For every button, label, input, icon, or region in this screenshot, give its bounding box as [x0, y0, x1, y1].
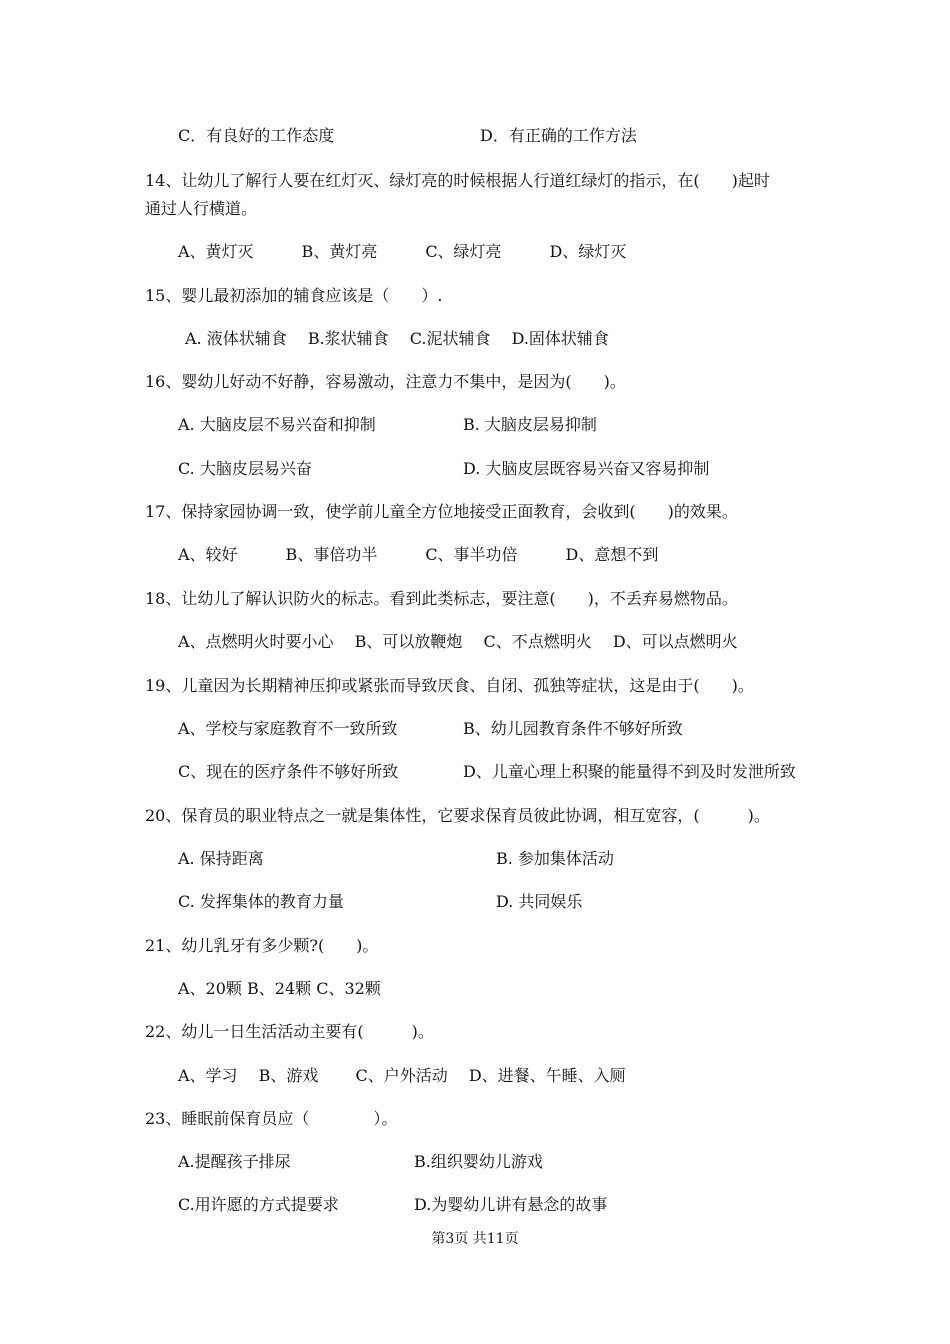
options-18: A、点燃明火时要小心 B、可以放鞭炮 C、不点燃明火 D、可以点燃明火: [178, 632, 738, 651]
option-23d: D.为婴幼儿讲有悬念的故事: [414, 1195, 608, 1214]
option-20d: D. 共同娱乐: [496, 892, 583, 911]
option-16b: B. 大脑皮层易抑制: [463, 415, 597, 434]
option-23b: B.组织婴幼儿游戏: [414, 1152, 543, 1171]
question-21: 21、幼儿乳牙有多少颗?( )。: [145, 936, 379, 955]
option-19d: D、儿童心理上积聚的能量得不到及时发泄所致: [463, 762, 796, 781]
question-16: 16、婴幼儿好动不好静，容易激动，注意力不集中，是因为( )。: [145, 372, 626, 391]
option-23a: A.提醒孩子排尿: [178, 1152, 291, 1171]
question-19: 19、儿童因为长期精神压抑或紧张而导致厌食、自闭、孤独等症状，这是由于( )。: [145, 676, 754, 695]
question-18: 18、让幼儿了解认识防火的标志。看到此类标志，要注意( )，不丢弃易燃物品。: [145, 589, 738, 608]
options-21: A、20颗 B、24颗 C、32颗: [178, 979, 381, 998]
question-22: 22、幼儿一日生活活动主要有( )。: [145, 1022, 434, 1041]
options-17: A、较好 B、事倍功半 C、事半功倍 D、意想不到: [178, 545, 659, 564]
option-19a: A、学校与家庭教育不一致所致: [178, 719, 398, 738]
option-19c: C、现在的医疗条件不够好所致: [178, 762, 399, 781]
question-15: 15、婴儿最初添加的辅食应该是（ ）.: [145, 286, 443, 305]
question-14-cont: 通过人行横道。: [145, 199, 258, 218]
option-13d: D．有正确的工作方法: [480, 126, 637, 145]
page-number: 第3页 共11页: [431, 1231, 519, 1247]
question-17: 17、保持家园协调一致，使学前儿童全方位地接受正面教育，会收到( )的效果。: [145, 502, 738, 521]
option-20a: A. 保持距离: [178, 849, 264, 868]
options-22: A、学习 B、游戏 C、户外活动 D、进餐、午睡、入厕: [178, 1066, 626, 1085]
option-16d: D. 大脑皮层既容易兴奋又容易抑制: [463, 459, 710, 478]
option-20c: C. 发挥集体的教育力量: [178, 892, 344, 911]
option-19b: B、幼儿园教育条件不够好所致: [463, 719, 683, 738]
options-15: A. 液体状辅食 B.浆状辅食 C.泥状辅食 D.固体状辅食: [185, 329, 609, 348]
option-16c: C. 大脑皮层易兴奋: [178, 459, 312, 478]
options-14: A、黄灯灭 B、黄灯亮 C、绿灯亮 D、绿灯灭: [178, 242, 627, 261]
question-23: 23、睡眠前保育员应（ ）。: [145, 1109, 398, 1128]
option-16a: A. 大脑皮层不易兴奋和抑制: [178, 415, 376, 434]
option-20b: B. 参加集体活动: [496, 849, 614, 868]
option-13c: C．有良好的工作态度: [178, 126, 335, 145]
option-23c: C.用许愿的方式提要求: [178, 1195, 339, 1214]
question-14: 14、让幼儿了解行人要在红灯灭、绿灯亮的时候根据人行道红绿灯的指示，在( )起时: [145, 171, 770, 190]
question-20: 20、保育员的职业特点之一就是集体性，它要求保育员彼此协调，相互宽容，( )。: [145, 806, 770, 825]
